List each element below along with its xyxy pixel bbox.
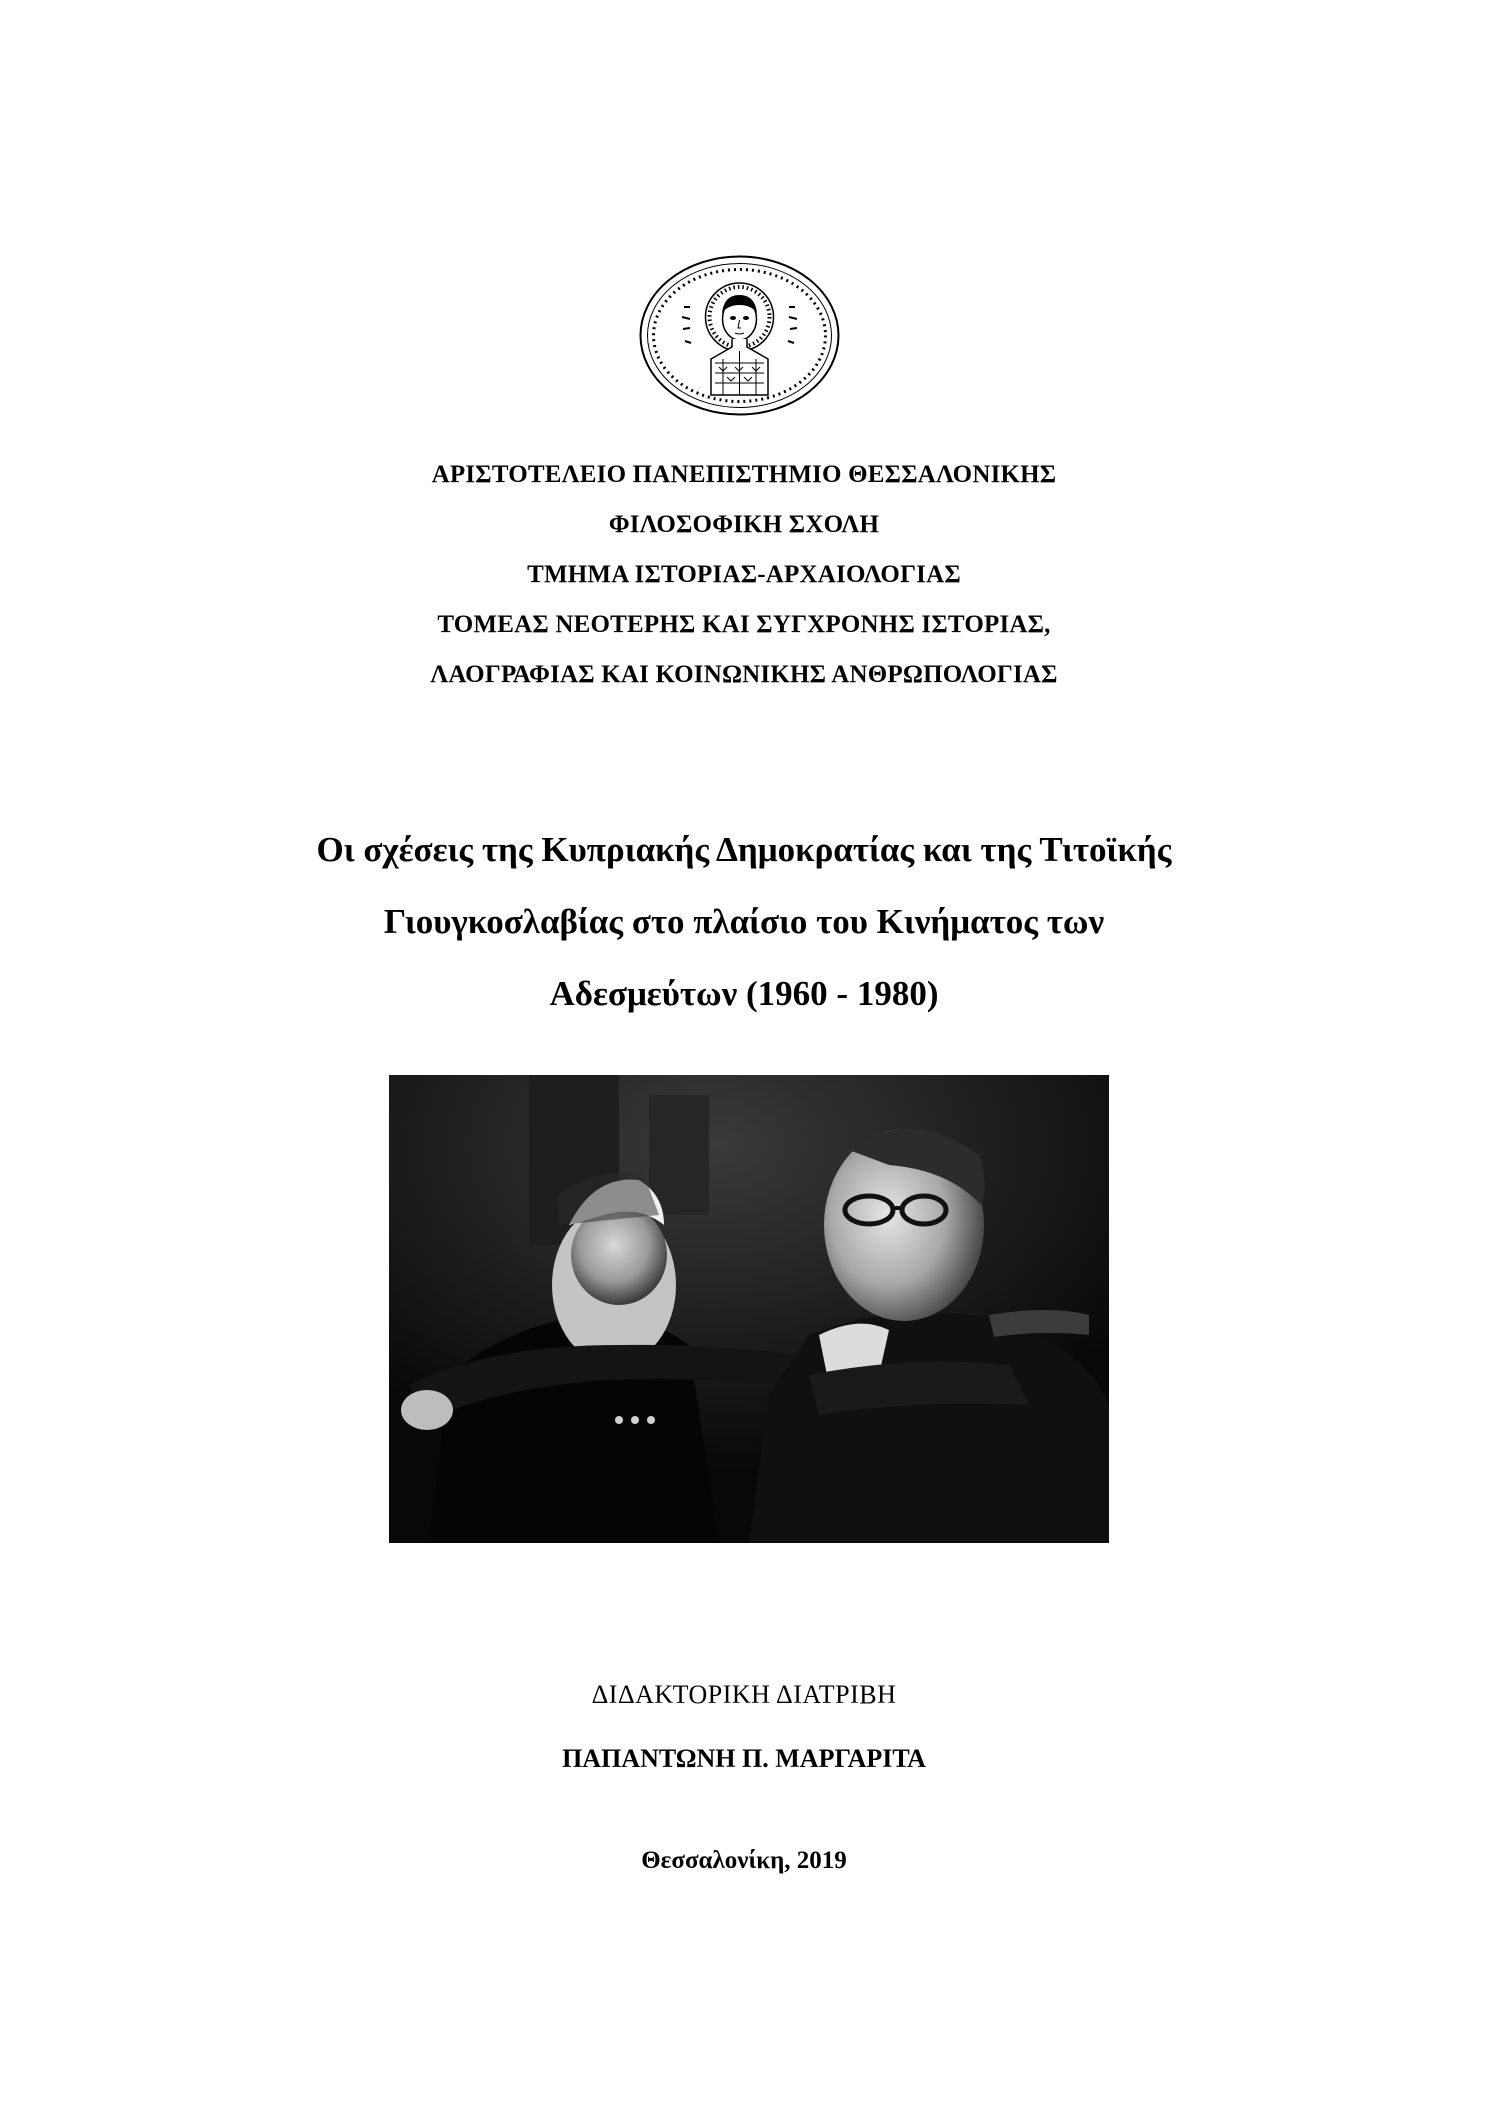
cover-photograph	[389, 1075, 1109, 1543]
thesis-title-line-3: Αδεσμεύτων (1960 - 1980)	[549, 974, 939, 1013]
department-name: ΤΜΗΜΑ ΙΣΤΟΡΙΑΣ-ΑΡΧΑΙΟΛΟΓΙΑΣ	[527, 561, 961, 588]
place-and-date: Θεσσαλονίκη, 2019	[641, 1847, 847, 1874]
thesis-title-line-1: Οι σχέσεις της Κυπριακής Δημοκρατίας και της Τιτοϊκής	[316, 830, 1172, 869]
thesis-title-line-2: Γιουγκοσλαβίας στο πλαίσιο του Κινήματος των	[383, 902, 1105, 941]
school-name: ΦΙΛΟΣΟΦΙΚΗ ΣΧΟΛΗ	[608, 511, 880, 538]
university-name: ΑΡΙΣΤΟΤΕΛΕΙΟ ΠΑΝΕΠΙΣΤΗΜΙΟ ΘΕΣΣΑΛΟΝΙΚΗΣ	[431, 461, 1057, 488]
thesis-title	[0, 814, 1488, 1030]
document-type: ΔΙΔΑΚΤΟΡΙΚΗ ΔΙΑΤΡΙΒΗ	[591, 1680, 897, 1709]
author-name: ΠΑΠΑΝΤΩΝΗ Π. ΜΑΡΓΑΡΙΤΑ	[562, 1744, 926, 1773]
sector-name-line-2: ΛΑΟΓΡΑΦΙΑΣ ΚΑΙ ΚΟΙΝΩΝΙΚΗΣ ΑΝΘΡΩΠΟΛΟΓΙΑΣ	[430, 661, 1058, 688]
aristotle-university-seal-icon	[639, 255, 840, 416]
institution-header	[0, 450, 1488, 700]
sector-name-line-1: ΤΟΜΕΑΣ ΝΕΟΤΕΡΗΣ ΚΑΙ ΣΥΓΧΡΟΝΗΣ ΙΣΤΟΡΙΑΣ,	[437, 611, 1051, 638]
